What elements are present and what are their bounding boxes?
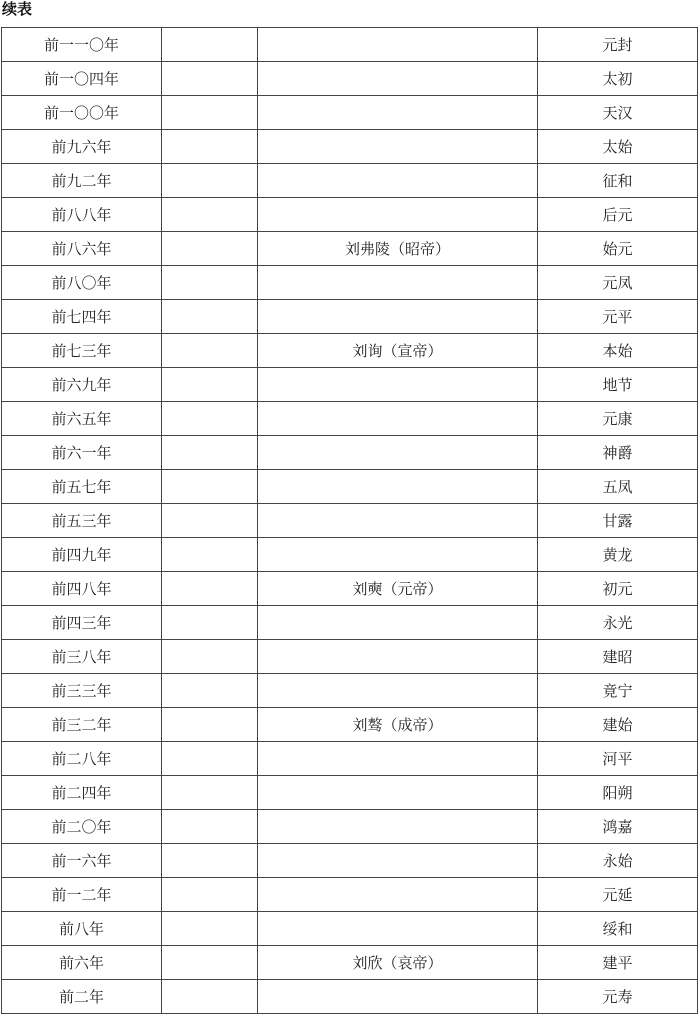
chronology-table bbox=[1, 27, 698, 1014]
blank-cell bbox=[162, 28, 258, 62]
blank-cell bbox=[162, 742, 258, 776]
blank-cell bbox=[162, 980, 258, 1014]
blank-cell bbox=[162, 878, 258, 912]
blank-cell bbox=[162, 776, 258, 810]
emperor-cell bbox=[258, 810, 538, 844]
era-name-cell: 元延 bbox=[538, 878, 698, 912]
table-row bbox=[2, 232, 698, 266]
table-row bbox=[2, 572, 698, 606]
year-cell: 前三二年 bbox=[2, 708, 162, 742]
emperor-cell: 刘弗陵（昭帝） bbox=[258, 232, 538, 266]
year-cell: 前五三年 bbox=[2, 504, 162, 538]
table-row bbox=[2, 912, 698, 946]
era-name-cell: 绥和 bbox=[538, 912, 698, 946]
emperor-cell bbox=[258, 368, 538, 402]
blank-cell bbox=[162, 368, 258, 402]
blank-cell bbox=[162, 708, 258, 742]
table-row bbox=[2, 538, 698, 572]
era-name-cell: 元封 bbox=[538, 28, 698, 62]
emperor-cell: 刘询（宣帝） bbox=[258, 334, 538, 368]
year-cell: 前二年 bbox=[2, 980, 162, 1014]
chronology-table-body bbox=[2, 28, 698, 1014]
blank-cell bbox=[162, 96, 258, 130]
year-cell: 前四九年 bbox=[2, 538, 162, 572]
era-name-cell: 永始 bbox=[538, 844, 698, 878]
era-name-cell: 天汉 bbox=[538, 96, 698, 130]
table-row bbox=[2, 402, 698, 436]
year-cell: 前七三年 bbox=[2, 334, 162, 368]
emperor-cell bbox=[258, 436, 538, 470]
era-name-cell: 初元 bbox=[538, 572, 698, 606]
blank-cell bbox=[162, 912, 258, 946]
blank-cell bbox=[162, 164, 258, 198]
emperor-cell: 刘欣（哀帝） bbox=[258, 946, 538, 980]
table-row bbox=[2, 980, 698, 1014]
table-row bbox=[2, 640, 698, 674]
emperor-cell bbox=[258, 62, 538, 96]
table-row bbox=[2, 844, 698, 878]
year-cell: 前七四年 bbox=[2, 300, 162, 334]
blank-cell bbox=[162, 538, 258, 572]
era-name-cell: 黄龙 bbox=[538, 538, 698, 572]
year-cell: 前一〇四年 bbox=[2, 62, 162, 96]
era-name-cell: 本始 bbox=[538, 334, 698, 368]
era-name-cell: 太初 bbox=[538, 62, 698, 96]
blank-cell bbox=[162, 266, 258, 300]
table-row bbox=[2, 198, 698, 232]
blank-cell bbox=[162, 130, 258, 164]
blank-cell bbox=[162, 402, 258, 436]
emperor-cell bbox=[258, 300, 538, 334]
emperor-cell bbox=[258, 266, 538, 300]
era-name-cell: 鸿嘉 bbox=[538, 810, 698, 844]
year-cell: 前八年 bbox=[2, 912, 162, 946]
table-row bbox=[2, 674, 698, 708]
blank-cell bbox=[162, 810, 258, 844]
era-name-cell: 元康 bbox=[538, 402, 698, 436]
era-name-cell: 甘露 bbox=[538, 504, 698, 538]
blank-cell bbox=[162, 470, 258, 504]
year-cell: 前二〇年 bbox=[2, 810, 162, 844]
emperor-cell bbox=[258, 844, 538, 878]
blank-cell bbox=[162, 198, 258, 232]
era-name-cell: 征和 bbox=[538, 164, 698, 198]
year-cell: 前一二年 bbox=[2, 878, 162, 912]
era-name-cell: 建平 bbox=[538, 946, 698, 980]
table-row bbox=[2, 776, 698, 810]
table-row bbox=[2, 708, 698, 742]
blank-cell bbox=[162, 946, 258, 980]
year-cell: 前四三年 bbox=[2, 606, 162, 640]
emperor-cell bbox=[258, 538, 538, 572]
era-name-cell: 神爵 bbox=[538, 436, 698, 470]
emperor-cell bbox=[258, 164, 538, 198]
era-name-cell: 地节 bbox=[538, 368, 698, 402]
era-name-cell: 五凤 bbox=[538, 470, 698, 504]
era-name-cell: 始元 bbox=[538, 232, 698, 266]
table-row bbox=[2, 470, 698, 504]
year-cell: 前五七年 bbox=[2, 470, 162, 504]
year-cell: 前三八年 bbox=[2, 640, 162, 674]
table-row bbox=[2, 878, 698, 912]
table-row bbox=[2, 266, 698, 300]
table-row bbox=[2, 300, 698, 334]
table-row bbox=[2, 810, 698, 844]
year-cell: 前四八年 bbox=[2, 572, 162, 606]
year-cell: 前八八年 bbox=[2, 198, 162, 232]
blank-cell bbox=[162, 606, 258, 640]
era-name-cell: 元平 bbox=[538, 300, 698, 334]
table-row bbox=[2, 606, 698, 640]
year-cell: 前一〇〇年 bbox=[2, 96, 162, 130]
year-cell: 前一一〇年 bbox=[2, 28, 162, 62]
emperor-cell bbox=[258, 96, 538, 130]
year-cell: 前九六年 bbox=[2, 130, 162, 164]
emperor-cell bbox=[258, 878, 538, 912]
table-row bbox=[2, 504, 698, 538]
table-continuation-heading: 续表 bbox=[2, 0, 33, 18]
era-name-cell: 元寿 bbox=[538, 980, 698, 1014]
era-name-cell: 永光 bbox=[538, 606, 698, 640]
blank-cell bbox=[162, 640, 258, 674]
blank-cell bbox=[162, 62, 258, 96]
year-cell: 前六九年 bbox=[2, 368, 162, 402]
era-name-cell: 后元 bbox=[538, 198, 698, 232]
table-row bbox=[2, 164, 698, 198]
year-cell: 前三三年 bbox=[2, 674, 162, 708]
emperor-cell: 刘奭（元帝） bbox=[258, 572, 538, 606]
table-row bbox=[2, 62, 698, 96]
year-cell: 前二四年 bbox=[2, 776, 162, 810]
emperor-cell bbox=[258, 742, 538, 776]
era-name-cell: 元凤 bbox=[538, 266, 698, 300]
table-row bbox=[2, 130, 698, 164]
blank-cell bbox=[162, 334, 258, 368]
era-name-cell: 河平 bbox=[538, 742, 698, 776]
year-cell: 前六年 bbox=[2, 946, 162, 980]
table-row bbox=[2, 96, 698, 130]
era-name-cell: 建昭 bbox=[538, 640, 698, 674]
era-name-cell: 建始 bbox=[538, 708, 698, 742]
era-name-cell: 太始 bbox=[538, 130, 698, 164]
year-cell: 前六一年 bbox=[2, 436, 162, 470]
blank-cell bbox=[162, 504, 258, 538]
blank-cell bbox=[162, 844, 258, 878]
emperor-cell bbox=[258, 606, 538, 640]
emperor-cell bbox=[258, 198, 538, 232]
table-row bbox=[2, 334, 698, 368]
blank-cell bbox=[162, 232, 258, 266]
year-cell: 前八〇年 bbox=[2, 266, 162, 300]
table-row bbox=[2, 436, 698, 470]
table-row bbox=[2, 742, 698, 776]
emperor-cell bbox=[258, 28, 538, 62]
table-row bbox=[2, 368, 698, 402]
era-name-cell: 竟宁 bbox=[538, 674, 698, 708]
year-cell: 前八六年 bbox=[2, 232, 162, 266]
emperor-cell bbox=[258, 130, 538, 164]
blank-cell bbox=[162, 436, 258, 470]
blank-cell bbox=[162, 300, 258, 334]
era-name-cell: 阳朔 bbox=[538, 776, 698, 810]
emperor-cell bbox=[258, 980, 538, 1014]
emperor-cell bbox=[258, 776, 538, 810]
table-row bbox=[2, 946, 698, 980]
blank-cell bbox=[162, 674, 258, 708]
emperor-cell bbox=[258, 912, 538, 946]
year-cell: 前二八年 bbox=[2, 742, 162, 776]
year-cell: 前一六年 bbox=[2, 844, 162, 878]
emperor-cell bbox=[258, 640, 538, 674]
emperor-cell: 刘骜（成帝） bbox=[258, 708, 538, 742]
emperor-cell bbox=[258, 402, 538, 436]
year-cell: 前九二年 bbox=[2, 164, 162, 198]
blank-cell bbox=[162, 572, 258, 606]
emperor-cell bbox=[258, 504, 538, 538]
emperor-cell bbox=[258, 674, 538, 708]
year-cell: 前六五年 bbox=[2, 402, 162, 436]
table-row bbox=[2, 28, 698, 62]
emperor-cell bbox=[258, 470, 538, 504]
